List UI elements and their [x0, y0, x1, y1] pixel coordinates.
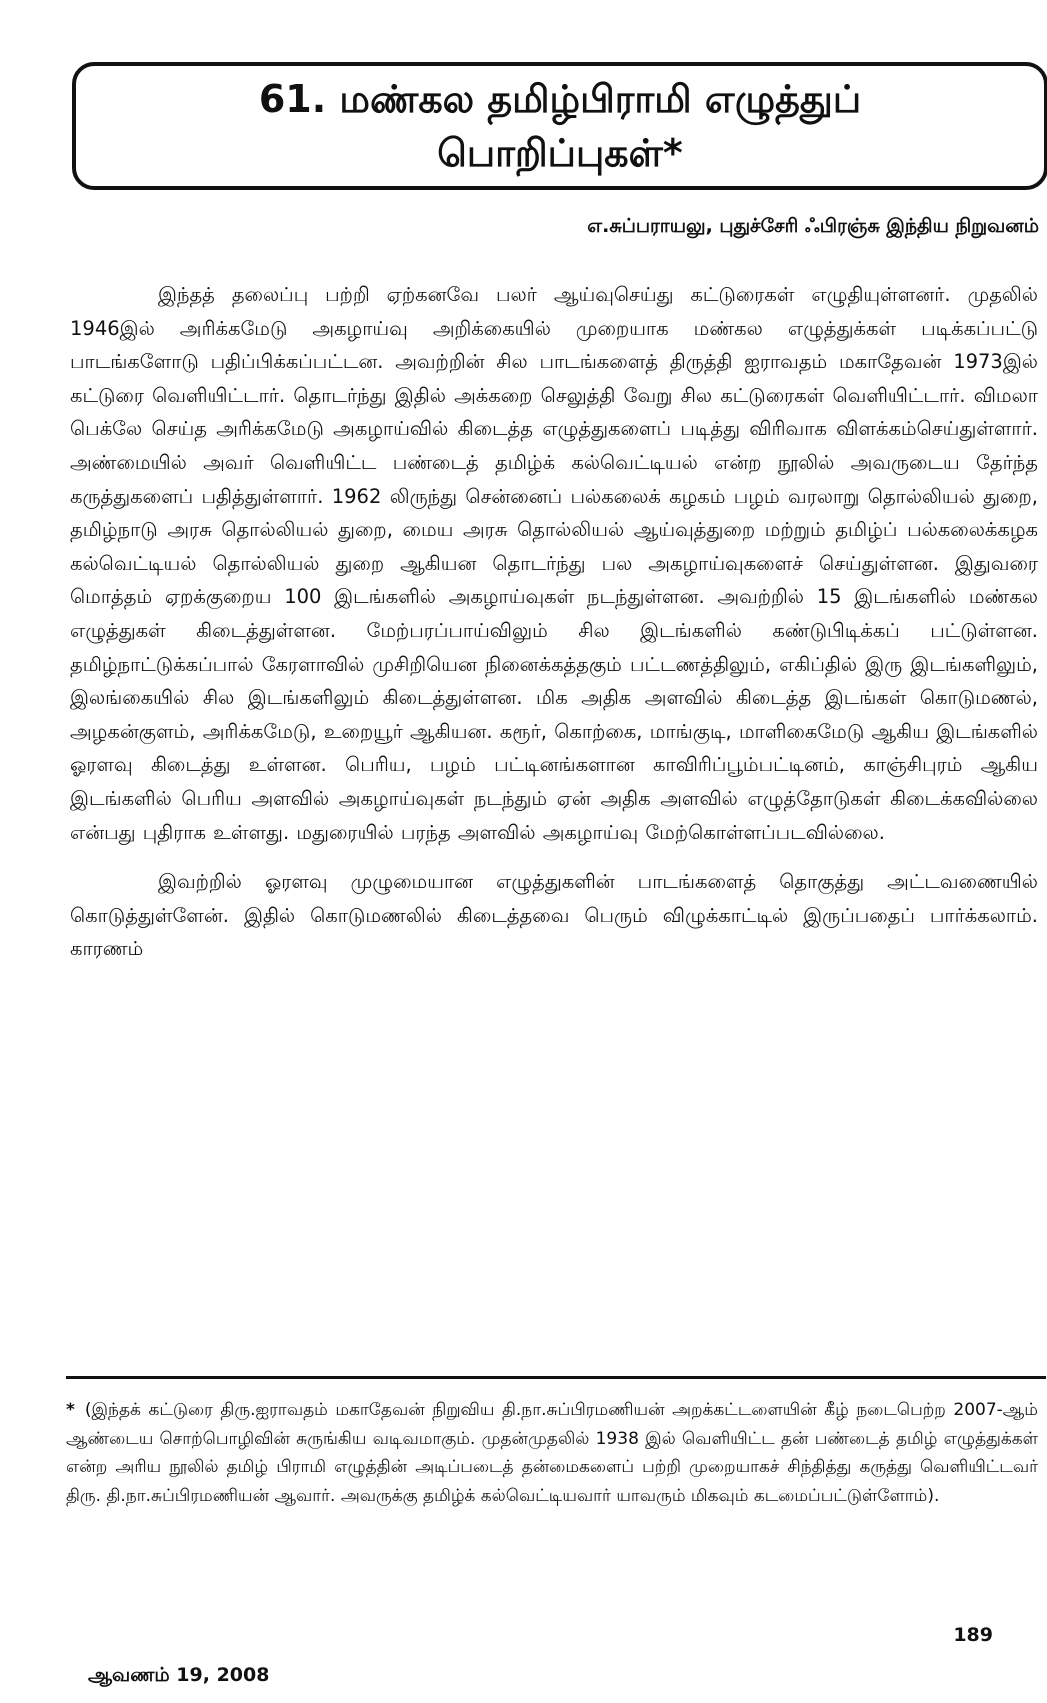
journal-issue: ஆவணம் 19, 2008	[88, 1664, 270, 1686]
article-title-line-1: 61. மண்கல தமிழ்பிராமி எழுத்துப்	[258, 77, 862, 121]
article-title-box	[72, 62, 1047, 190]
article-title-line-2: பொறிப்புகள்*	[437, 131, 683, 175]
page-number: 189	[953, 1624, 993, 1646]
article-body	[70, 278, 1038, 966]
body-paragraph-2: இவற்றில் ஓரளவு முழுமையான எழுத்துகளின் பாடங்களைத் தொகுத்து அட்டவணையில் கொடுத்துள்ளேன். இதில் கொடுமணலில் கிடைத்தவை பெரும் விழுக்காட்டில் இருப்பதைப் பார்க்கலாம். காரணம்	[70, 870, 1038, 961]
footnote-marker: *	[66, 1400, 75, 1420]
author-byline: எ.சுப்பராயலு, புதுச்சேரி ஃபிரஞ்சு இந்திய நிறுவனம்	[587, 215, 1039, 237]
footnote	[66, 1396, 1038, 1510]
footnote-divider	[66, 1376, 1046, 1379]
body-paragraph-1: இந்தத் தலைப்பு பற்றி ஏற்கனவே பலர் ஆய்வுசெய்து கட்டுரைகள் எழுதியுள்ளனர். முதலில் 1946இல் அரிக்கமேடு அகழாய்வு அறிக்கையில் முறையாக மண்கல எழுத்துக்கள் படிக்கப்பட்டு பாடங்களோடு பதிப்பிக்கப்பட்டன. அவற்றின் சில பாடங்களைத் திருத்தி ஐராவதம் மகாதேவன் 1973இல் கட்டுரை வெளியிட்டார். தொடர்ந்து இதில் அக்கறை செலுத்தி வேறு சில கட்டுரைகள் வெளியிட்டார். விமலா பெக்லே செய்த அரிக்கமேடு அகழாய்வில் கிடைத்த எழுத்துகளைப் படித்து விரிவாக விளக்கம்செய்துள்ளார். அண்மையில் அவர் வெளியிட்ட பண்டைத் தமிழ்க் கல்வெட்டியல் என்ற நூலில் அவருடைய தேர்ந்த கருத்துகளைப் பதித்துள்ளார். 1962 லிருந்து சென்னைப் பல்கலைக் கழகம் பழம் வரலாறு தொல்லியல் துறை, தமிழ்நாடு அரசு தொல்லியல் துறை, மைய அரசு தொல்லியல் ஆய்வுத்துறை மற்றும் தமிழ்ப் பல்கலைக்கழக கல்வெட்டியல் தொல்லியல் துறை ஆகியன தொடர்ந்து பல அகழாய்வுகளைச் செய்துள்ளன. இதுவரை மொத்தம் ஏறக்குறைய 100 இடங்களில் அகழாய்வுகள் நடந்துள்ளன. அவற்றில் 15 இடங்களில் மண்கல எழுத்துகள் கிடைத்துள்ளன. மேற்பரப்பாய்விலும் சில இடங்களில் கண்டுபிடிக்கப் பட்டுள்ளன. தமிழ்நாட்டுக்கப்பால் கேரளாவில் முசிறியென நினைக்கத்தகும் பட்டணத்திலும், எகிப்தில் இரு இடங்களிலும், இலங்கையில் சில இடங்களிலும் கிடைத்துள்ளன. மிக அதிக அளவில் கிடைத்த இடங்கள் கொடுமணல், அழகன்குளம், அரிக்கமேடு, உறையூர் ஆகியன. கரூர், கொற்கை, மாங்குடி, மாளிகைமேடு ஆகிய இடங்களில் ஓரளவு கிடைத்து உள்ளன. பெரிய, பழம் பட்டினங்களான காவிரிப்பூம்பட்டினம், காஞ்சிபுரம் ஆகிய இடங்களில் பெரிய அளவில் அகழாய்வுகள் நடந்தும் ஏன் அதிக அளவில் எழுத்தோடுகள் கிடைக்கவில்லை என்பது புதிராக உள்ளது. மதுரையில் பரந்த அளவில் அகழாய்வு மேற்கொள்ளப்படவில்லை.	[70, 283, 1038, 844]
footnote-text: (இந்தக் கட்டுரை திரு.ஐராவதம் மகாதேவன் நிறுவிய தி.நா.சுப்பிரமணியன் அறக்கட்டளையின் கீழ் நடைபெற்ற 2007-ஆம் ஆண்டைய சொற்பொழிவின் சுருங்கிய வடிவமாகும். முதன்முதலில் 1938 இல் வெளியிட்ட தன் பண்டைத் தமிழ் எழுத்துக்கள் என்ற அரிய நூலில் தமிழ் பிராமி எழுத்தின் அடிப்படைத் தன்மைகளைப் பற்றி முறையாகச் சிந்தித்து கருத்து வெளியிட்டவர் திரு. தி.நா.சுப்பிரமணியன் ஆவார். அவருக்கு தமிழ்க் கல்வெட்டியவார் யாவரும் மிகவும் கடமைப்பட்டுள்ளோம்).	[66, 1400, 1038, 1506]
